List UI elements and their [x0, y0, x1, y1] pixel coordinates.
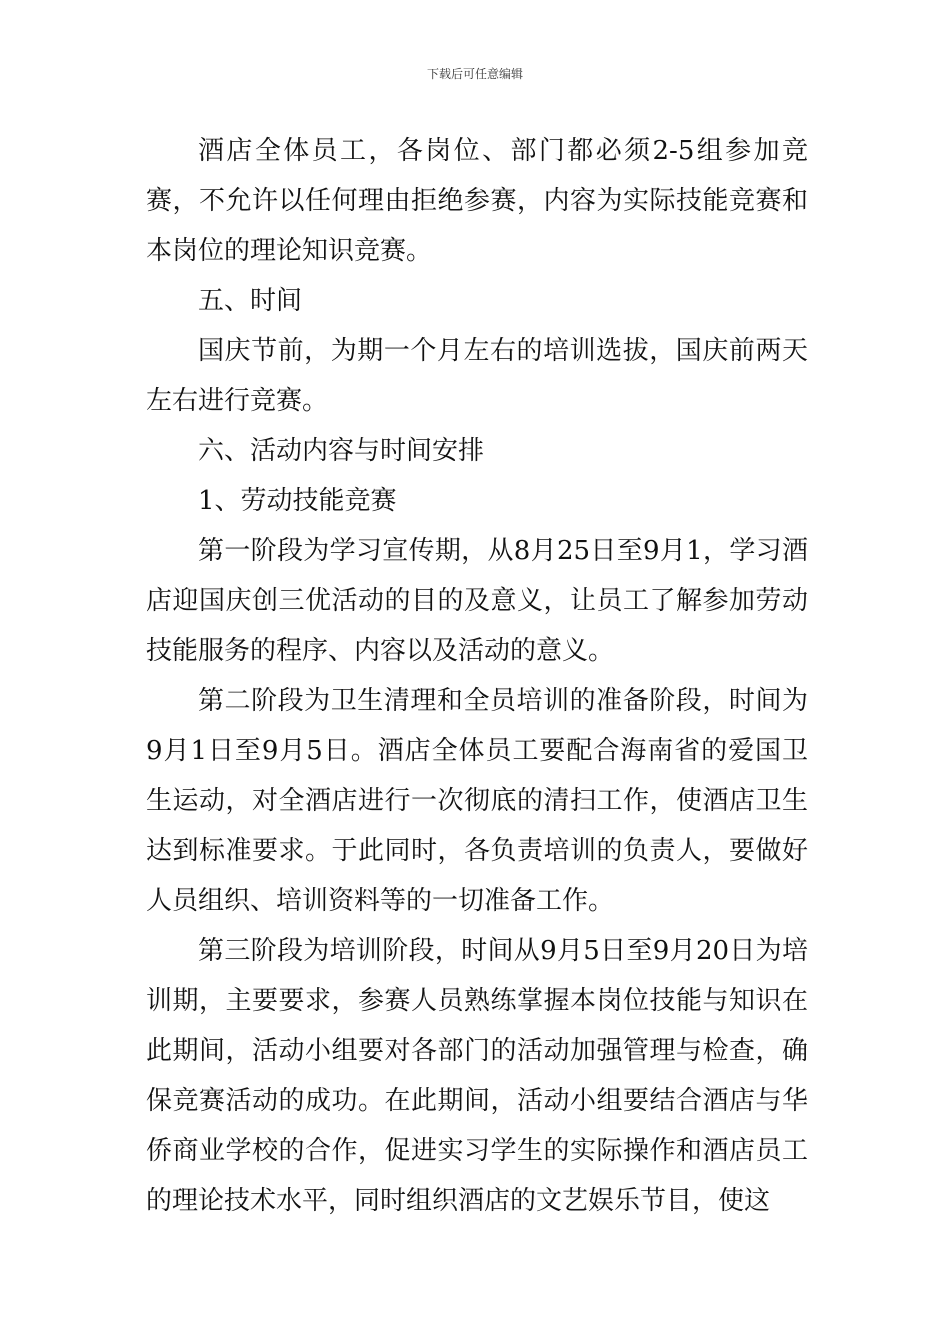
- page-header: 下载后可任意编辑: [426, 67, 523, 81]
- section-heading-schedule: 六、活动内容与时间安排: [198, 436, 485, 466]
- paragraph-time: 国庆节前，为期一个月左右的培训选拔，国庆前两天左右进行竞赛。: [146, 336, 808, 416]
- paragraph-stage-three: 第三阶段为培训阶段，时间从9月5日至9月20日为培训期，主要要求，参赛人员熟练掌握本岗位技能与知识在此期间，活动小组要对各部门的活动加强管理与检查，确保竞赛活动的成功。在此期间，活动小组要结合酒店与华侨商业学校的合作，促进实习学生的实际操作和酒店员工的理论技术水平，同时组织酒店的文艺娱乐节目，使这: [146, 936, 808, 1216]
- document-body: [146, 126, 808, 1226]
- subheading-skills-contest: 1、劳动技能竞赛: [198, 486, 397, 516]
- paragraph-stage-two: 第二阶段为卫生清理和全员培训的准备阶段，时间为9月1日至9月5日。酒店全体员工要配合海南省的爱国卫生运动，对全酒店进行一次彻底的清扫工作，使酒店卫生达到标准要求。于此同时，各负责培训的负责人，要做好人员组织、培训资料等的一切准备工作。: [146, 686, 808, 916]
- paragraph-stage-one: 第一阶段为学习宣传期，从8月25日至9月1，学习酒店迎国庆创三优活动的目的及意义，让员工了解参加劳动技能服务的程序、内容以及活动的意义。: [146, 536, 808, 666]
- section-heading-time: 五、时间: [198, 286, 303, 316]
- paragraph-participants: 酒店全体员工，各岗位、部门都必须2-5组参加竞赛，不允许以任何理由拒绝参赛，内容为实际技能竞赛和本岗位的理论知识竞赛。: [146, 136, 808, 266]
